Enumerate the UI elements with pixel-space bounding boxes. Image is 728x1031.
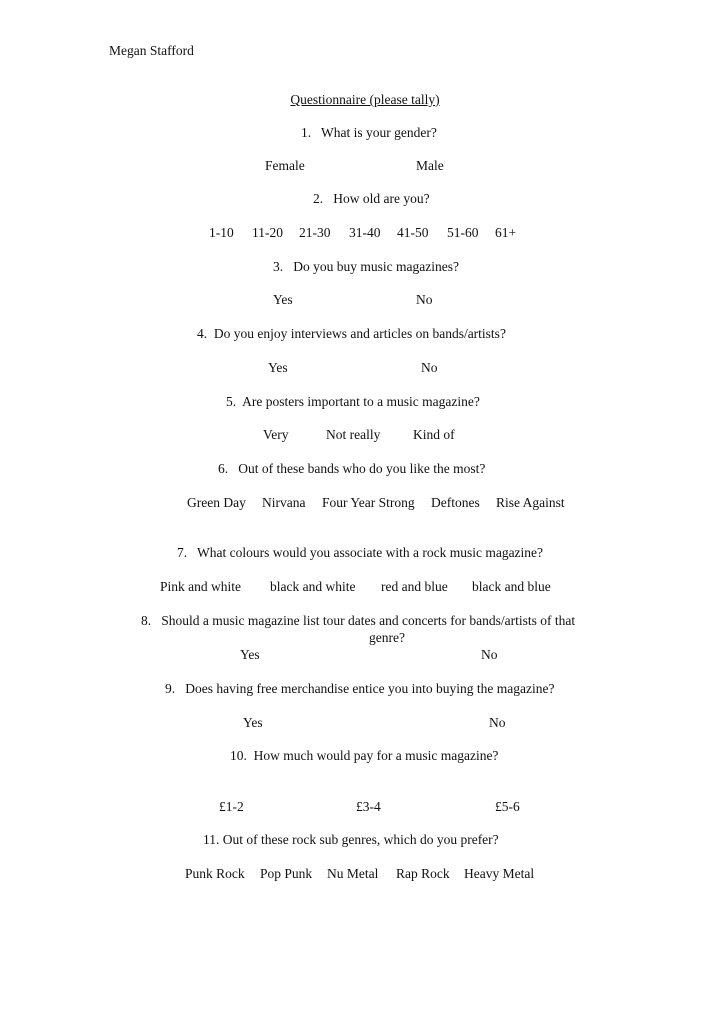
- q2-option: 61+: [495, 225, 517, 240]
- question-text: Out of these bands who do you like the most?: [238, 461, 486, 476]
- q10-option: £3-4: [356, 799, 381, 814]
- q1-option: Male: [416, 158, 444, 173]
- question-text: Do you buy music magazines?: [293, 259, 459, 274]
- question-number: 5.: [226, 394, 237, 409]
- question-number: 9.: [165, 681, 176, 696]
- q2-option: 11-20: [252, 225, 283, 240]
- question-1: [301, 125, 437, 141]
- q1-option: Female: [265, 158, 305, 173]
- q5-option: Very: [263, 427, 289, 442]
- question-text: How much would pay for a music magazine?: [253, 748, 499, 763]
- q6-option: Rise Against: [496, 495, 565, 510]
- q2-option: 31-40: [349, 225, 381, 240]
- question-number: 2.: [313, 191, 324, 206]
- q5-option: Not really: [326, 427, 381, 442]
- q3-option: Yes: [273, 292, 293, 307]
- q4-option: No: [421, 360, 438, 375]
- question-text: Does having free merchandise entice you into buying the magazine?: [185, 681, 555, 696]
- q8-option: No: [481, 647, 498, 662]
- question-text: Should a music magazine list tour dates and concerts for bands/artists of that: [161, 613, 576, 628]
- q5-option: Kind of: [413, 427, 455, 442]
- q4-option: Yes: [268, 360, 288, 375]
- question-number: 7.: [177, 545, 188, 560]
- question-3: [273, 259, 459, 275]
- q2-option: 41-50: [397, 225, 429, 240]
- question-number: 3.: [273, 259, 284, 274]
- question-2: [313, 191, 430, 207]
- q7-option: Pink and white: [160, 579, 241, 594]
- question-8: [141, 613, 575, 629]
- q11-option: Pop Punk: [260, 866, 313, 881]
- q3-option: No: [416, 292, 433, 307]
- q9-option: Yes: [243, 715, 263, 730]
- q11-option: Punk Rock: [185, 866, 245, 881]
- q7-option: black and white: [270, 579, 356, 594]
- q6-option: Four Year Strong: [322, 495, 415, 510]
- author-name: Megan Stafford: [109, 43, 194, 58]
- q2-option: 51-60: [447, 225, 479, 240]
- q2-option: 21-30: [299, 225, 331, 240]
- question-text: What colours would you associate with a rock music magazine?: [197, 545, 544, 560]
- question-text: Are posters important to a music magazine?: [242, 394, 480, 409]
- question-11: [203, 832, 499, 848]
- q7-option: black and blue: [472, 579, 551, 594]
- q8-option: Yes: [240, 647, 260, 662]
- q6-option: Green Day: [187, 495, 246, 510]
- question-9: [165, 681, 555, 697]
- question-number: 11.: [203, 832, 220, 847]
- question-text: Do you enjoy interviews and articles on bands/artists?: [213, 326, 506, 341]
- question-number: 8.: [141, 613, 152, 628]
- question-7: [177, 545, 543, 561]
- q7-option: red and blue: [381, 579, 448, 594]
- q6-option: Deftones: [431, 495, 480, 510]
- q10-option: £5-6: [495, 799, 520, 814]
- question-number: 6.: [218, 461, 229, 476]
- questionnaire-title: Questionnaire (please tally): [290, 92, 440, 107]
- question-number: 10.: [230, 748, 247, 763]
- question-number: 1.: [301, 125, 312, 140]
- question-4: [197, 326, 506, 342]
- q2-option: 1-10: [209, 225, 234, 240]
- question-text: What is your gender?: [321, 125, 437, 140]
- q9-option: No: [489, 715, 506, 730]
- q11-option: Nu Metal: [327, 866, 379, 881]
- question-number: 4.: [197, 326, 208, 341]
- question-8-continuation: genre?: [369, 630, 405, 645]
- question-5: [226, 394, 480, 410]
- q11-option: Heavy Metal: [464, 866, 535, 881]
- question-text: How old are you?: [333, 191, 430, 206]
- q10-option: £1-2: [219, 799, 244, 814]
- question-6: [218, 461, 485, 477]
- q11-option: Rap Rock: [396, 866, 450, 881]
- question-10: [230, 748, 498, 764]
- question-text: Out of these rock sub genres, which do you prefer?: [222, 832, 499, 847]
- q6-option: Nirvana: [262, 495, 306, 510]
